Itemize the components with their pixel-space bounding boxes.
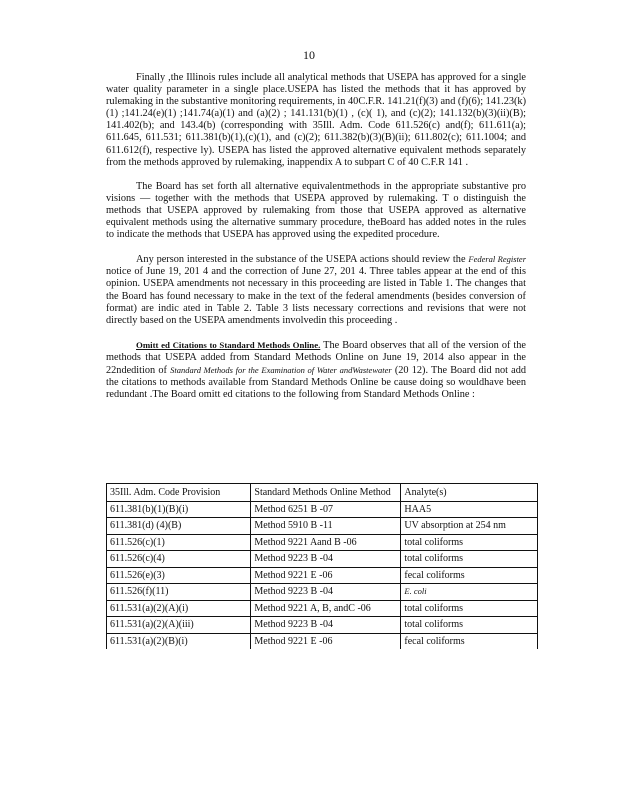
table-row bbox=[107, 501, 538, 518]
paragraph-3-text-a: Any person interested in the substance of the USEPA actions should review the bbox=[136, 254, 466, 266]
table-cell: 611.526(c)(1) bbox=[107, 534, 251, 551]
table-cell: Method 9221 A, B, andC -06 bbox=[251, 600, 401, 617]
table-cell: UV absorption at 254 nm bbox=[401, 518, 538, 535]
section-heading: Omitt ed Citations to Standard Methods Online. bbox=[136, 339, 321, 350]
paragraph-2: The Board has set forth all alternative equivalentmethods in the appropriate substantive pro visions — together with the methods that USEPA approved by rulemaking. T o distinguish the methods that USEPA approved by rulemaking from those that USEPA approved as alternative equivalent methods using the alternative summary procedure, theBoard has added notes in the rules to indicate the methods that USEPA has approved using the expedited procedure. bbox=[106, 180, 526, 241]
table-row bbox=[107, 633, 538, 649]
table-header-cell: 35Ill. Adm. Code Provision bbox=[107, 484, 251, 502]
paragraph-4 bbox=[106, 339, 526, 401]
table-cell: Method 9223 B -04 bbox=[251, 551, 401, 568]
table-cell: 611.531(a)(2)(A)(iii) bbox=[107, 617, 251, 634]
table-cell: fecal coliforms bbox=[401, 633, 538, 649]
table-row bbox=[107, 600, 538, 617]
table-cell: E. coli bbox=[401, 584, 538, 601]
table-cell: Method 9223 B -04 bbox=[251, 617, 401, 634]
paragraph-4-text-a: The Board observes that all of the version of the methods that USEPA added from Standard Methods Online on June 19, 2014 also appear in the 22ndedition of bbox=[106, 339, 527, 376]
table-cell: HAA5 bbox=[401, 501, 538, 518]
table-cell: total coliforms bbox=[401, 551, 538, 568]
table-cell: 611.531(a)(2)(A)(i) bbox=[107, 600, 251, 617]
citations-table-wrapper bbox=[106, 483, 538, 649]
table-row bbox=[107, 567, 538, 584]
paragraph-3 bbox=[106, 253, 526, 327]
table-row bbox=[107, 518, 538, 535]
paragraph-4-text-b: (20 12). The Board did not add the citations to methods available from Standard Methods Online be cause doing so wouldhave been redundant .The Board omitt ed citations to the following from Standard Methods Online : bbox=[106, 364, 527, 401]
table-cell: total coliforms bbox=[401, 617, 538, 634]
citations-table bbox=[106, 483, 538, 649]
table-header-cell: Analyte(s) bbox=[401, 484, 538, 502]
page-number: 10 bbox=[303, 48, 315, 62]
table-cell: total coliforms bbox=[401, 600, 538, 617]
table-cell: Method 6251 B -07 bbox=[251, 501, 401, 518]
paragraph-1: Finally ,the Illinois rules include all analytical methods that USEPA has approved for a single water quality parameter in a single place.USEPA has listed the methods that it has approved by rulemaking in the substantive monitoring requirements, in 40C.F.R. 141.21(f)(3) and (f)(6); 141.23(k)(1) ;141.24(e)(1) ;141.74(a)(1) and (a)(2) ; 141.131(b)(1) , (c)( 1), and (c)(2); 141.132(b)(3)(ii)(B); 141.402(b); and 143.4(b) (corresponding with 35Ill. Adm. Code 611.526(c) and(f); 611.611(a); 611.645, 611.531; 611.381(b)(1),(c)(1), and (c)(2); 611.382(b)(3)(B)(ii); 611.802(c); 611.1004; and 611.612(f), respective ly). USEPA has listed the approved alternative equivalent methods separately from the methods approved by rulemaking, inappendix A to subpart C of 40 C.F.R 141 . bbox=[106, 72, 526, 168]
table-cell: total coliforms bbox=[401, 534, 538, 551]
table-cell: 611.381(b)(1)(B)(i) bbox=[107, 501, 251, 518]
table-row bbox=[107, 534, 538, 551]
table-cell: 611.526(c)(4) bbox=[107, 551, 251, 568]
table-cell: 611.531(a)(2)(B)(i) bbox=[107, 633, 251, 649]
federal-register-title: Federal Register bbox=[468, 254, 527, 265]
table-cell: 611.526(f)(11) bbox=[107, 584, 251, 601]
body-text bbox=[106, 72, 526, 413]
table-cell: 611.381(d) (4)(B) bbox=[107, 518, 251, 535]
table-cell: Method 9223 B -04 bbox=[251, 584, 401, 601]
table-row bbox=[107, 584, 538, 601]
table-row bbox=[107, 617, 538, 634]
table-cell: Method 9221 Aand B -06 bbox=[251, 534, 401, 551]
table-row bbox=[107, 551, 538, 568]
table-cell: fecal coliforms bbox=[401, 567, 538, 584]
table-cell: Method 9221 E -06 bbox=[251, 567, 401, 584]
standard-methods-title: Standard Methods for the Examination of Water andWastewater bbox=[170, 364, 392, 375]
table-cell: Method 5910 B -11 bbox=[251, 518, 401, 535]
paragraph-3-text-b: notice of June 19, 201 4 and the correction of June 27, 201 4. Three tables appear at the end of this opinion. USEPA amendments not necessary in this proceeding are listed in Table 1. The changes that the Board has found necessary to make in the text of the federal amendments (besides conversion of format) are indic ated in Table 2. Table 3 lists necessary corrections and revisions that were not directly based on the USEPA amendments involvedin this proceeding . bbox=[106, 266, 526, 326]
table-cell: Method 9221 E -06 bbox=[251, 633, 401, 649]
table-header-row bbox=[107, 484, 538, 502]
table-header-cell: Standard Methods Online Method bbox=[251, 484, 401, 502]
table-cell: 611.526(e)(3) bbox=[107, 567, 251, 584]
